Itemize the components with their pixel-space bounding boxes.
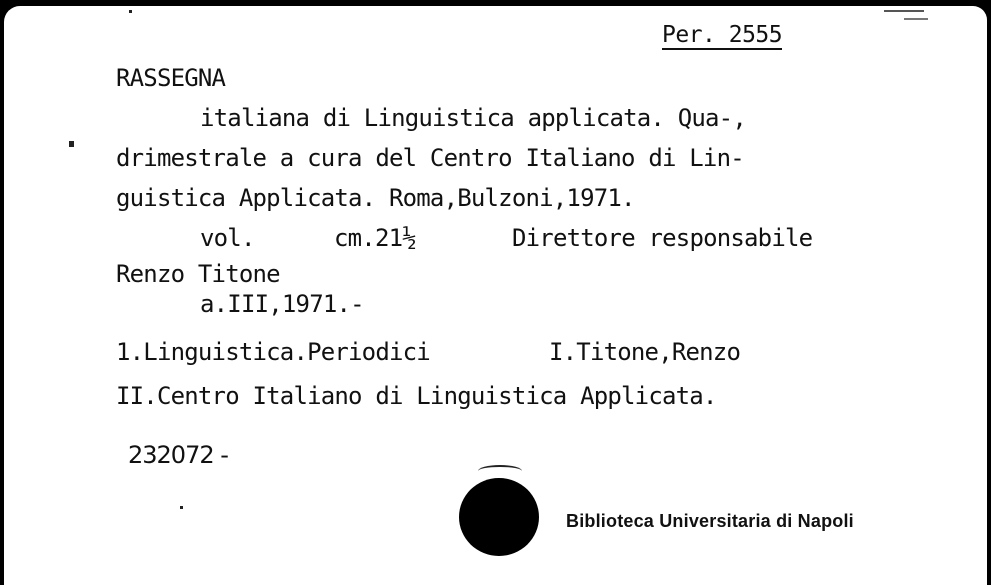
- library-stamp-seal: [459, 478, 539, 556]
- ink-speck: [69, 141, 74, 147]
- holdings-note: a.III,1971.-: [200, 290, 364, 318]
- library-stamp-text: Biblioteca Universitaria di Napoli: [566, 511, 854, 531]
- scan-mark: [884, 10, 924, 12]
- scan-mark: [904, 18, 928, 20]
- director-name: Renzo Titone: [116, 260, 280, 288]
- catalog-card: [4, 6, 987, 585]
- director-label: Direttore responsabile: [512, 224, 813, 252]
- stamp-arc: [478, 465, 522, 477]
- physical-volume: vol.: [200, 224, 255, 252]
- card-heading: RASSEGNA: [116, 64, 226, 92]
- shelfmark: Per. 2555: [662, 22, 783, 48]
- ink-speck: [129, 10, 132, 13]
- added-entry-person: I.Titone,Renzo: [549, 338, 741, 366]
- subject-entry: 1.Linguistica.Periodici: [116, 338, 430, 366]
- added-entry-corporate: II.Centro Italiano di Linguistica Applicata.: [116, 382, 717, 410]
- inventory-number: 232072 -: [128, 441, 228, 469]
- title-line-3: guistica Applicata. Roma,Bulzoni,1971.: [116, 184, 635, 212]
- ink-speck: [180, 506, 183, 509]
- title-line-2: drimestrale a cura del Centro Italiano di Lin-: [116, 144, 744, 172]
- physical-size: cm.21½: [334, 224, 416, 252]
- title-line-1: italiana di Linguistica applicata. Qua-,: [200, 104, 746, 132]
